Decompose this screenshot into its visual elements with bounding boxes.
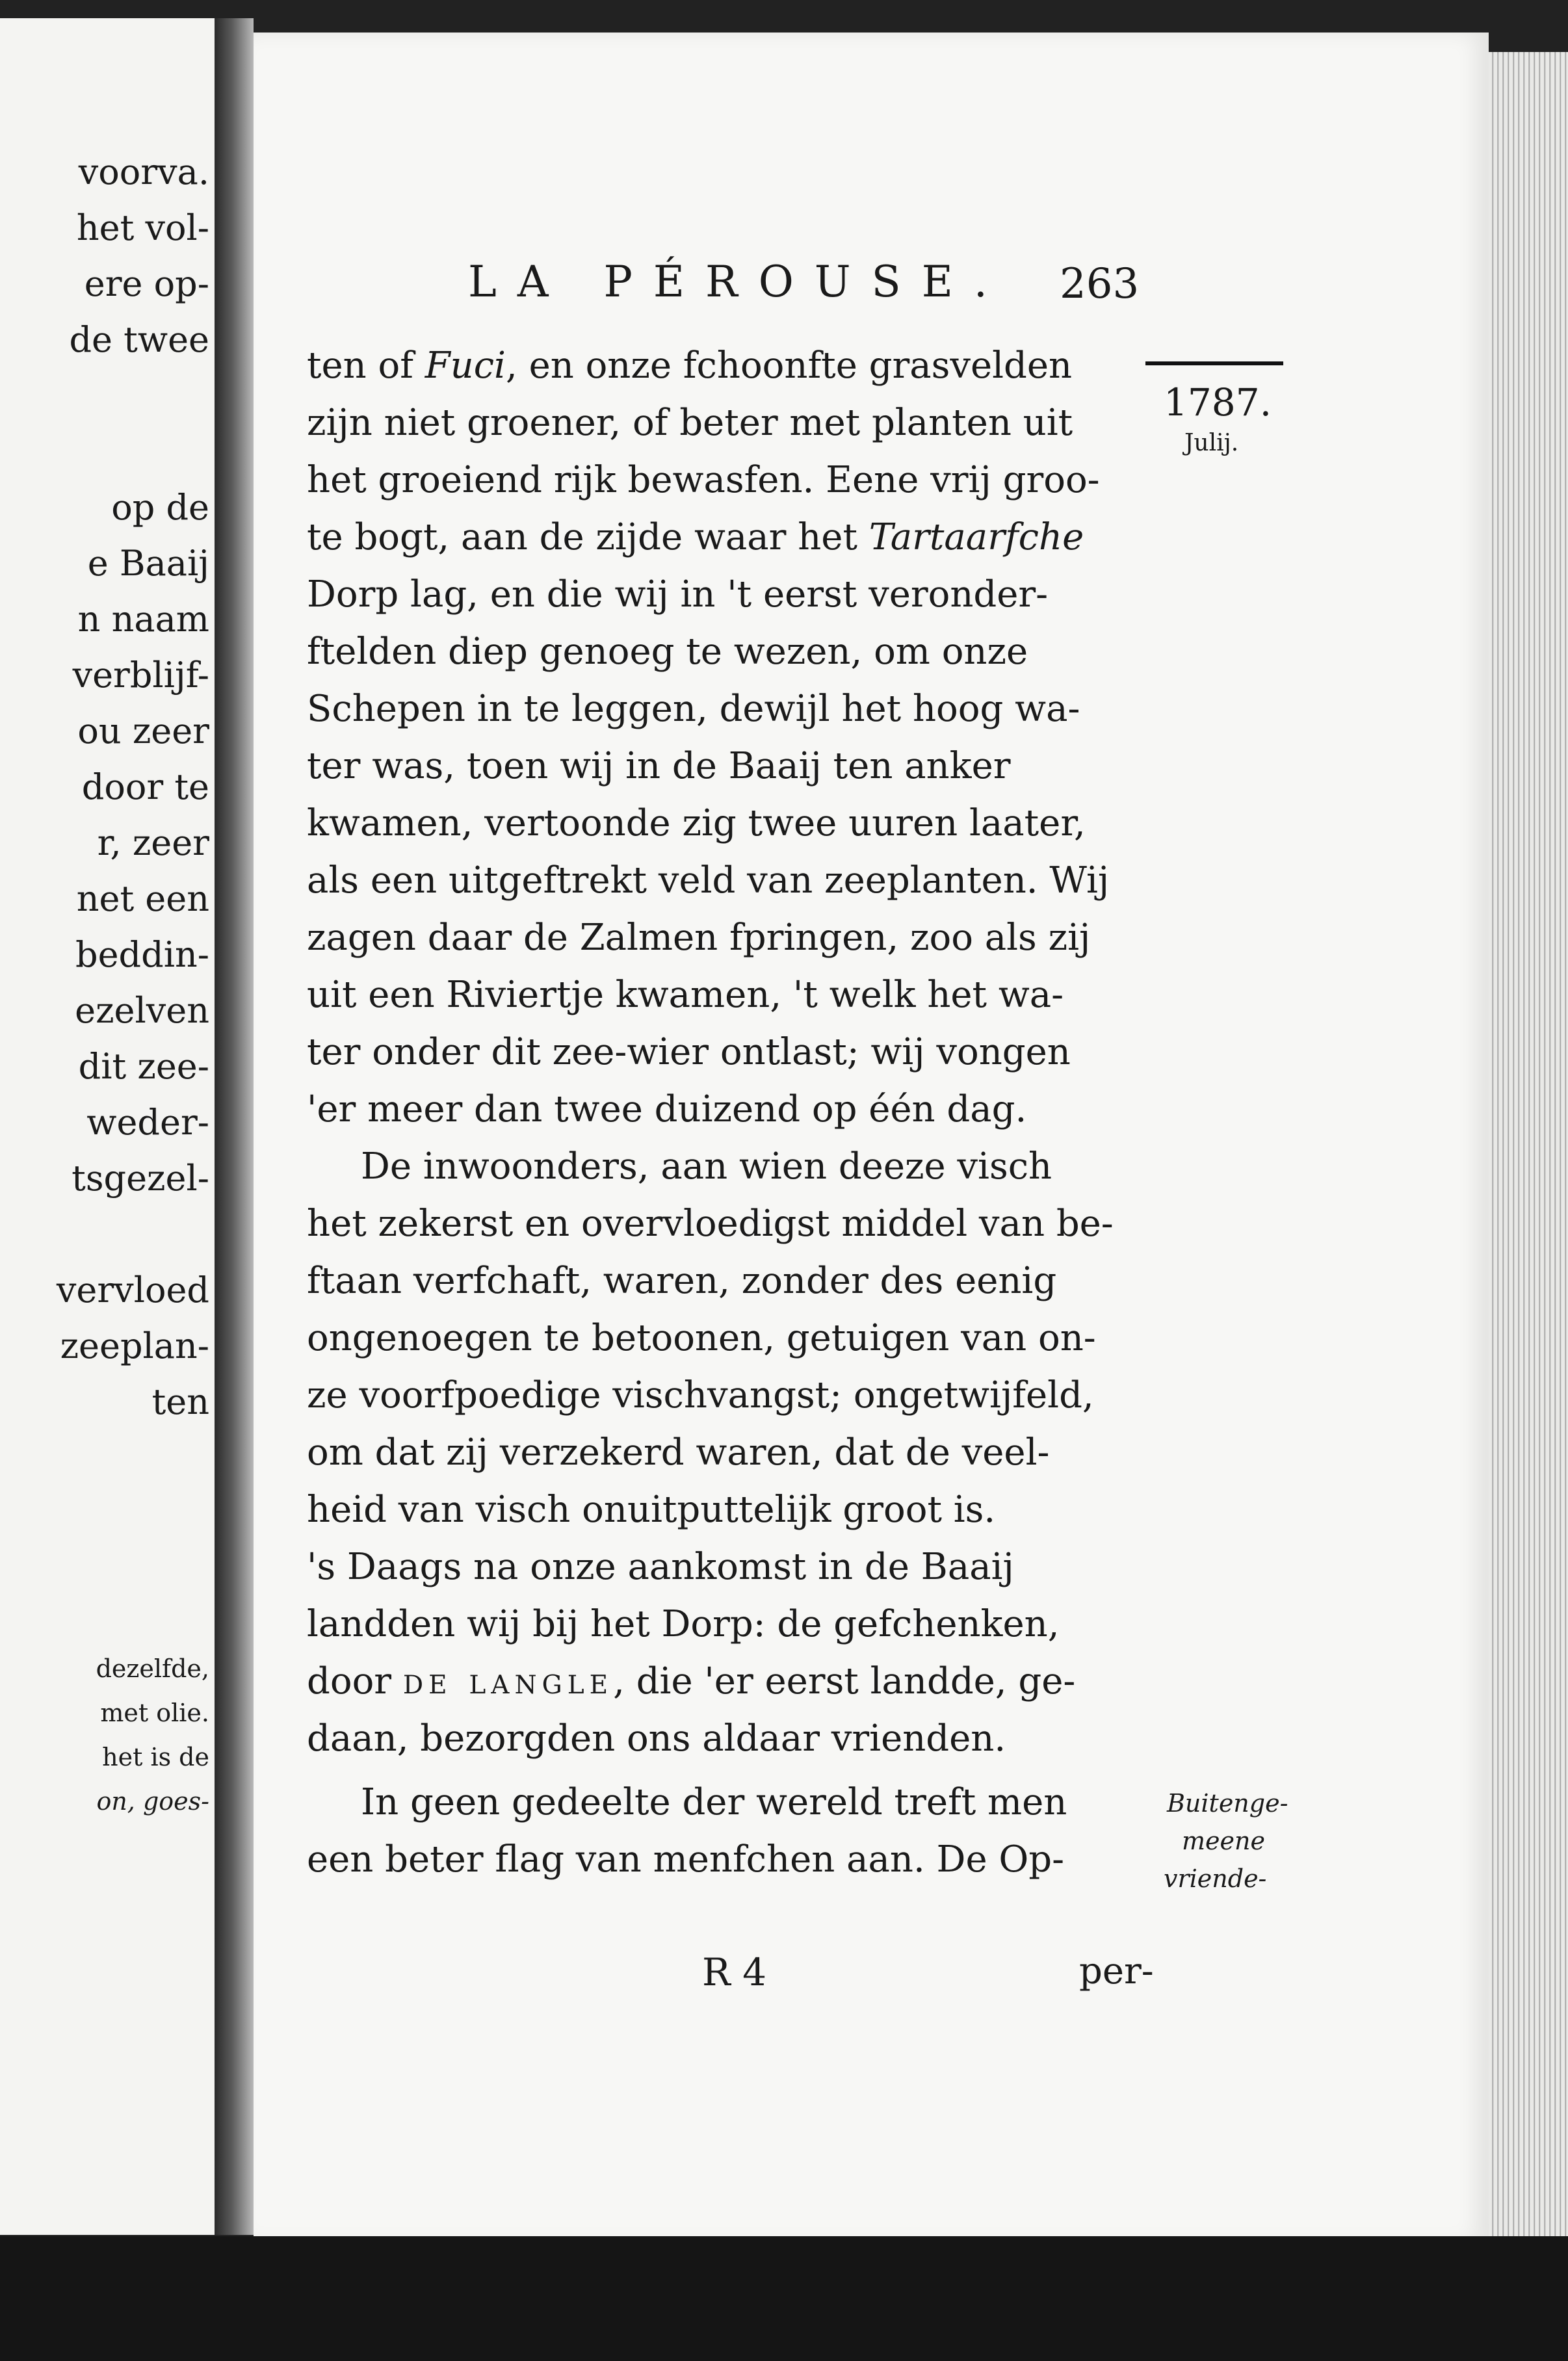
italic-term: Tartaarfche [869,516,1084,558]
left-page-line: de twee [69,319,209,360]
body-line: een beter flag van menfchen aan. De Op- [307,1838,1065,1881]
body-line: kwamen, vertoonde zig twee uuren laater, [307,802,1086,844]
margin-year: 1787. [1164,380,1272,424]
body-line: ter was, toen wij in de Baaij ten anker [307,745,1011,787]
left-page-line: dit zee- [78,1046,209,1087]
page-number: 263 [1060,260,1140,308]
book-gutter [215,18,254,2235]
margin-note-line: Buitenge- [1167,1789,1288,1818]
margin-month: Julij. [1184,430,1239,456]
left-page-note: met olie. [100,1699,209,1727]
left-page-note: het is de [102,1743,209,1771]
body-line-text: te bogt, aan de zijde waar het [307,516,869,558]
left-page-line: zeeplan- [60,1325,209,1366]
left-page-line: net een [76,878,209,919]
catchword: per- [1079,1950,1154,1992]
body-line: In geen gedeelte der wereld treft men [361,1781,1067,1823]
left-page-line: vervloed [56,1270,209,1311]
left-page-line: verblijf- [72,655,209,696]
body-line: heid van visch onuitputtelijk groot is. [307,1489,996,1531]
body-line: het groeiend rijk bewasfen. Eene vrij groo- [307,459,1100,501]
body-line: zagen daar de Zalmen fpringen, zoo als zij [307,917,1091,959]
left-page-line: ezelven [75,990,209,1031]
left-page-line: tsgezel- [72,1158,209,1199]
body-line: zijn niet groener, of beter met planten uit [307,402,1073,444]
body-line [307,1660,1076,1702]
body-line: Schepen in te leggen, dewijl het hoog wa- [307,688,1080,730]
body-line-text: , en onze fchoonfte grasvelden [505,345,1073,387]
body-line: 's Daags na onze aankomst in de Baaij [307,1546,1014,1588]
body-line [307,516,1084,558]
body-line: daan, bezorgden ons aldaar vrienden. [307,1717,1006,1760]
left-page-line: voorva. [78,151,209,192]
body-line: als een uitgeftrekt veld van zeeplanten. Wij [307,859,1110,902]
margin-note-line: meene [1182,1827,1265,1855]
body-line: ze voorfpoedige vischvangst; ongetwijfeld, [307,1374,1094,1416]
body-line-text: ten of [307,345,425,387]
body-line: het zekerst en overvloedigst middel van be- [307,1203,1114,1245]
left-page [0,18,215,2235]
body-line-text: , die 'er eerst landde, ge- [613,1660,1076,1702]
page-edges [1489,52,1568,2275]
body-line: ftaan verfchaft, waren, zonder des eenig [307,1260,1057,1302]
signature-mark: R 4 [702,1950,767,1994]
left-page-line: ere op- [84,263,209,304]
left-page-line: n naam [77,599,209,640]
left-page-line: ten [151,1381,209,1422]
body-line: ongenoegen te betoonen, getuigen van on- [307,1317,1096,1359]
small-caps-name: de langle [402,1660,614,1702]
body-line: Dorp lag, en die wij in 't eerst veronder- [307,573,1049,616]
body-line: landden wij bij het Dorp: de gefchenken, [307,1603,1060,1645]
left-page-note: on, goes- [96,1787,209,1816]
left-page-line: beddin- [75,934,209,975]
margin-rule [1145,361,1283,365]
body-line: 'er meer dan twee duizend op één dag. [307,1088,1027,1130]
body-line [307,345,1073,387]
body-line: uit een Riviertje kwamen, 't welk het wa- [307,974,1064,1016]
left-page-line: r, zeer [97,822,209,863]
left-page-line: weder- [86,1102,209,1143]
italic-term: Fuci [425,345,506,387]
running-head: LA PÉROUSE. [468,257,1008,307]
body-line: De inwoonders, aan wien deeze visch [361,1145,1052,1188]
scan-background [0,2236,1568,2361]
left-page-line: door te [81,766,209,807]
left-page-line: op de [111,487,209,528]
body-line: ftelden diep genoeg te wezen, om onze [307,631,1028,673]
left-page-line: ou zeer [77,711,209,751]
left-page-line: het vol- [76,207,209,248]
body-line: ter onder dit zee-wier ontlast; wij vongen [307,1031,1071,1073]
left-page-note: dezelfde, [96,1654,209,1683]
left-page-line: e Baaij [87,543,209,584]
body-line: om dat zij verzekerd waren, dat de veel- [307,1431,1050,1474]
body-line-text: door [307,1660,403,1702]
margin-note-line: vriende- [1164,1864,1267,1893]
